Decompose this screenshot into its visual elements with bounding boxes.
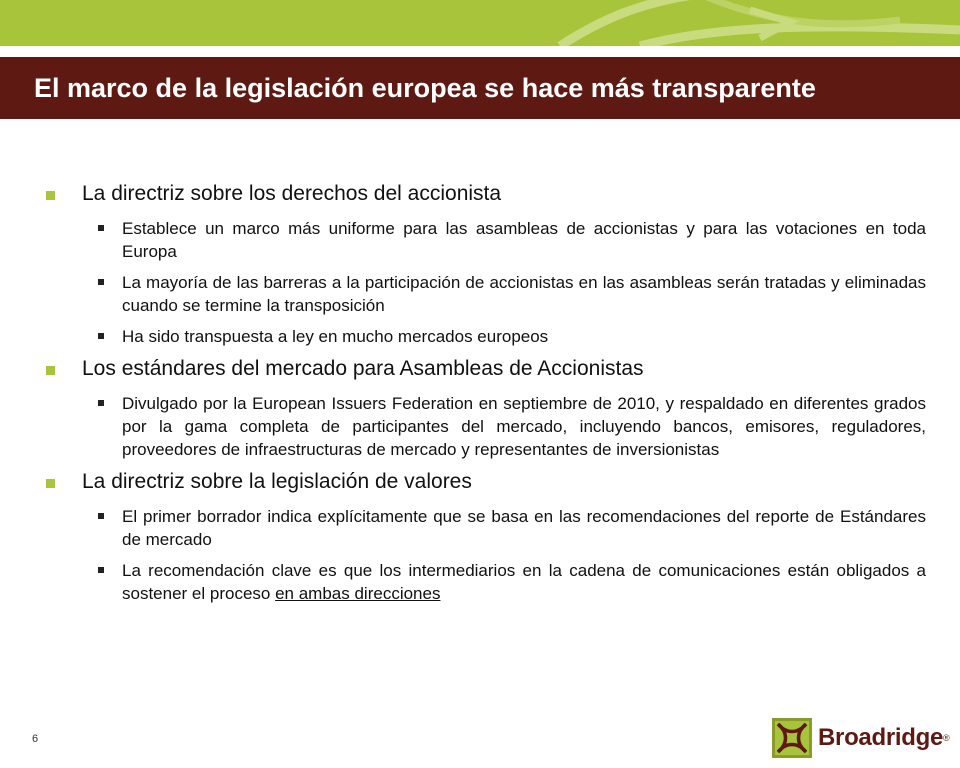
sub-item bbox=[46, 325, 926, 348]
sub-item-text: El primer borrador indica explícitamente que se basa en las recomendaciones del reporte de Estándares de mercado bbox=[122, 507, 926, 549]
slide-content bbox=[46, 181, 926, 613]
sub-item bbox=[46, 271, 926, 317]
slide-title: El marco de la legislación europea se hace más transparente bbox=[34, 72, 816, 103]
sub-item-text: La recomendación clave es que los intermediarios en la cadena de comunicaciones están obligados a sostener el proceso bbox=[122, 561, 926, 603]
title-bar bbox=[0, 57, 960, 119]
square-bullet-icon bbox=[98, 567, 104, 573]
square-bullet-icon bbox=[98, 279, 104, 285]
green-square-bullet-icon bbox=[46, 366, 55, 375]
square-bullet-icon bbox=[98, 513, 104, 519]
sub-item-text: Ha sido transpuesta a ley en mucho mercados europeos bbox=[122, 327, 549, 346]
top-decorative-band bbox=[0, 0, 960, 46]
section-heading-text: La directriz sobre la legislación de valores bbox=[82, 470, 472, 493]
broadridge-logo bbox=[772, 717, 950, 759]
section-heading-2 bbox=[46, 356, 926, 382]
square-bullet-icon bbox=[98, 400, 104, 406]
sub-item-text: Divulgado por la European Issuers Federation en septiembre de 2010, y respaldado en diferentes grados por la gama completa de participantes del mercado, incluyendo bancos, emisores, reguladores, proveedores de infraestructuras de mercado y representantes de inversionistas bbox=[122, 394, 926, 459]
sub-item bbox=[46, 559, 926, 605]
section-heading-text: La directriz sobre los derechos del accionista bbox=[82, 182, 502, 205]
logo-wordmark: Broadridge bbox=[818, 724, 944, 751]
sub-item bbox=[46, 505, 926, 551]
registered-mark: ® bbox=[943, 733, 950, 743]
broadridge-mark-icon bbox=[772, 718, 812, 758]
section-heading-3 bbox=[46, 469, 926, 495]
page-number: 6 bbox=[32, 733, 39, 745]
sub-item bbox=[46, 392, 926, 461]
green-square-bullet-icon bbox=[46, 479, 55, 488]
decorative-swirl bbox=[0, 0, 960, 46]
square-bullet-icon bbox=[98, 333, 104, 339]
sub-item bbox=[46, 217, 926, 263]
underlined-text: en ambas direcciones bbox=[275, 584, 441, 603]
square-bullet-icon bbox=[98, 225, 104, 231]
section-heading-text: Los estándares del mercado para Asambleas de Accionistas bbox=[82, 357, 644, 380]
sub-item-text: Establece un marco más uniforme para las asambleas de accionistas y para las votaciones en toda Europa bbox=[122, 219, 926, 261]
sub-item-text: La mayoría de las barreras a la participación de accionistas en las asambleas serán tratadas y eliminadas cuando se termine la transposición bbox=[122, 273, 926, 315]
green-square-bullet-icon bbox=[46, 191, 55, 200]
section-heading-1 bbox=[46, 181, 926, 207]
